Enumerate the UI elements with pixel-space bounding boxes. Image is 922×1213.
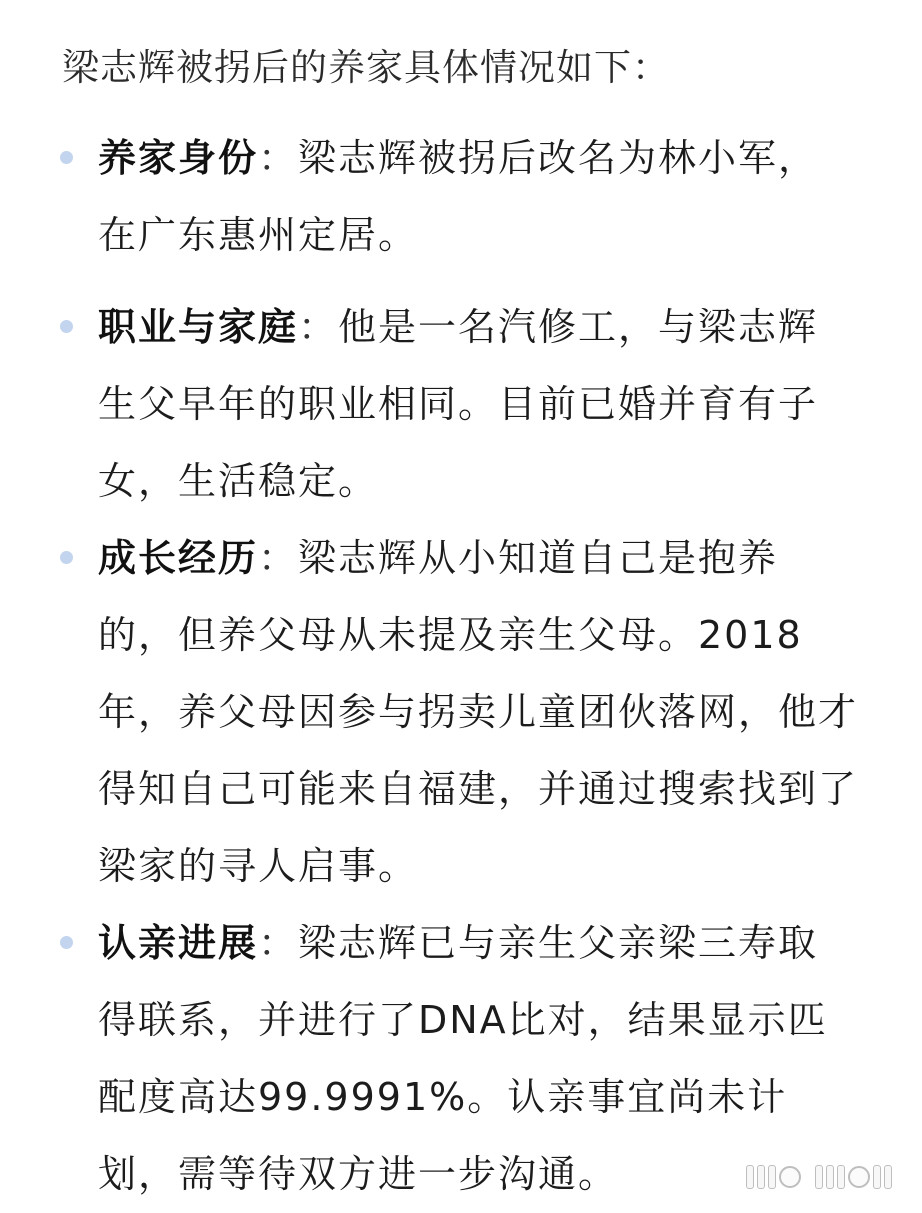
list-item-body [98, 120, 858, 274]
item-text: 梁志辉从小知道自己是抱养的，但养父母从未提及亲生父母。2018年，养父母因参与拐卖儿童团伙落网，他才得知自己可能来自福建，并通过搜索找到了梁家的寻人启事。 [98, 536, 859, 888]
watermark-glyph [746, 1165, 754, 1189]
item-colon: ： [258, 536, 299, 580]
watermark-glyph [873, 1165, 881, 1189]
bullet-dot [60, 151, 73, 164]
item-label: 养家身份 [98, 136, 259, 180]
list-item-body [98, 289, 858, 520]
bullet-dot [60, 936, 73, 949]
list-item-reunion-progress [60, 905, 860, 1213]
watermark-glyph [837, 1165, 845, 1189]
watermark-glyph [757, 1165, 765, 1189]
watermark-glyph [768, 1165, 776, 1189]
item-text: 梁志辉已与亲生父亲梁三寿取得联系，并进行了DNA比对，结果显示匹配度高达99.9991%。认亲事宜尚未计划，需等待双方进一步沟通。 [98, 921, 828, 1196]
watermark-glyph [815, 1165, 823, 1189]
item-text: 梁志辉被拐后改名为林小军，在广东惠州定居。 [98, 136, 819, 257]
item-colon: ： [298, 305, 339, 349]
item-label: 职业与家庭 [98, 305, 299, 349]
item-text: 他是一名汽修工，与梁志辉生父早年的职业相同。目前已婚并育有子女，生活稳定。 [98, 305, 819, 503]
list-item-career-family [60, 289, 860, 520]
watermark-glyph [779, 1166, 801, 1188]
bullet-dot [60, 320, 73, 333]
list-item-upbringing [60, 520, 860, 905]
item-label: 认亲进展 [98, 921, 259, 965]
item-colon: ： [258, 136, 299, 180]
item-colon: ： [258, 921, 299, 965]
watermark-glyph [848, 1166, 870, 1188]
item-label: 成长经历 [98, 536, 259, 580]
watermark-glyph [826, 1165, 834, 1189]
list-item-body [98, 905, 858, 1213]
watermark-glyph [884, 1165, 892, 1189]
list-item-body [98, 520, 858, 905]
list-item-foster-identity [60, 120, 860, 274]
watermark-logo [746, 1164, 908, 1190]
intro-heading: 梁志辉被拐后的养家具体情况如下： [62, 46, 670, 89]
bullet-dot [60, 551, 73, 564]
